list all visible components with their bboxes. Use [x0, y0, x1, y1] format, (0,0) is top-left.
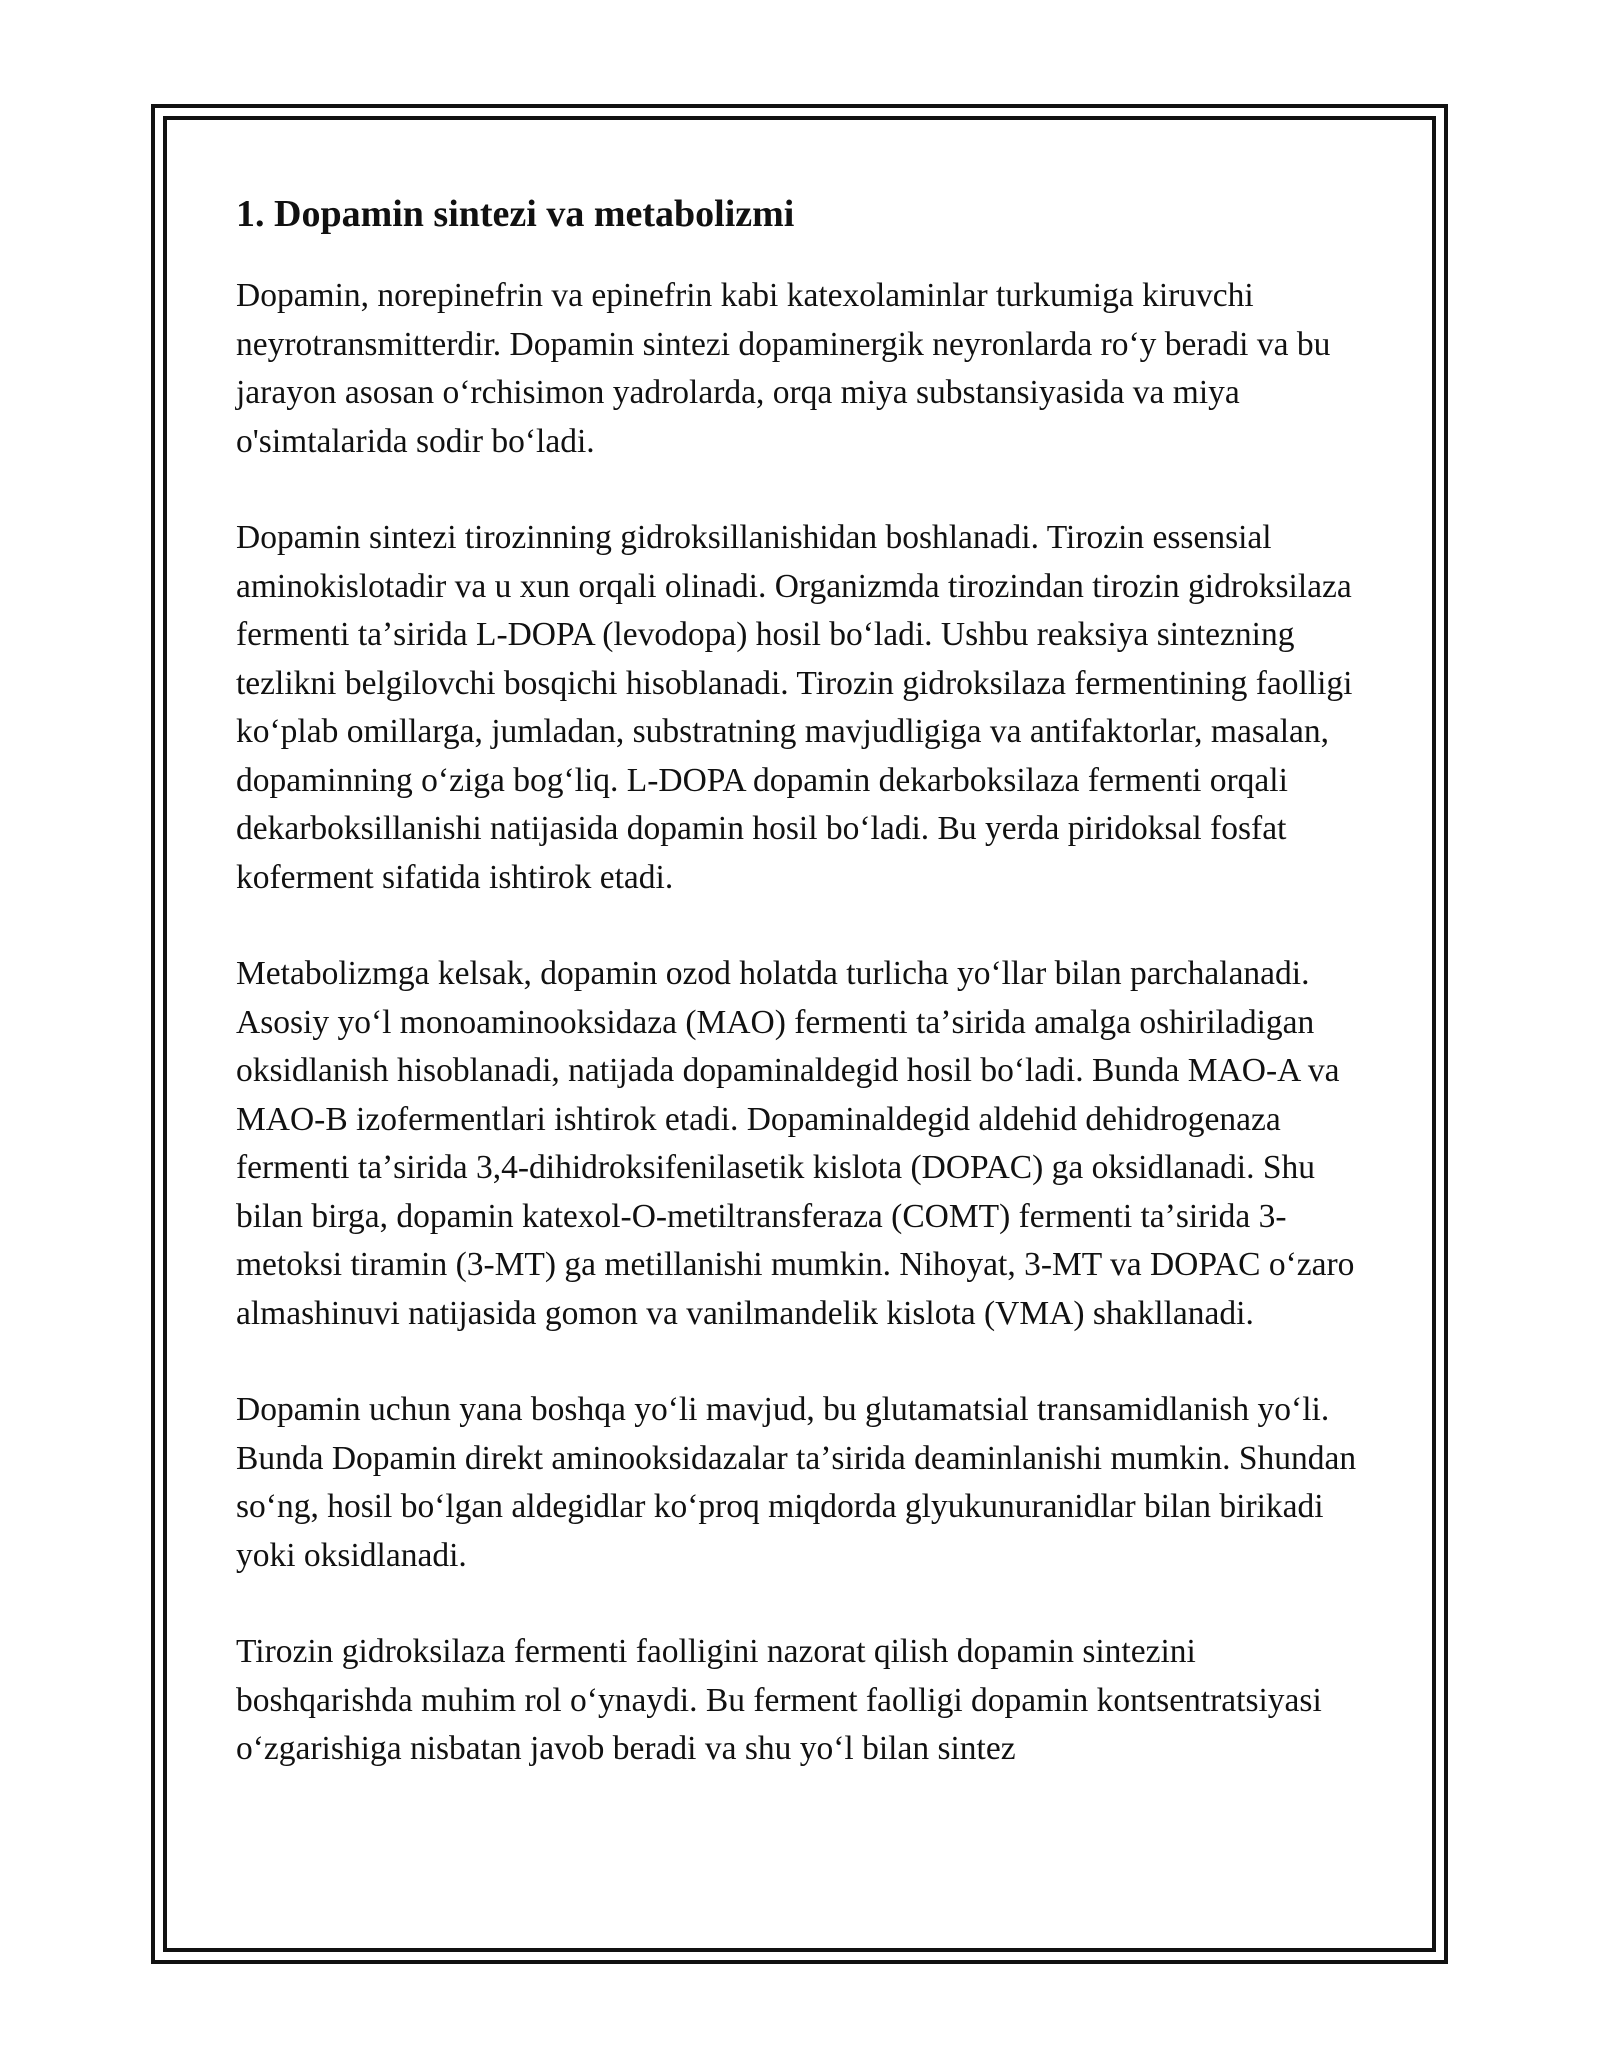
- paragraph-metabolism: Metabolizmga kelsak, dopamin ozod holatda turlicha yoʻllar bilan parchalanadi. Asosiy yoʻl monoaminooksidaza (MAO) fermenti taʼsirida amalga oshiriladigan oksidlanish hisoblanadi, natijada dopaminaldegid hosil boʻladi. Bunda MAO-A va MAO-B izofermentlari ishtirok etadi. Dopaminaldegid aldehid dehidrogenaza fermenti taʼsirida 3,4-dihidroksifenilasetik kislota (DOPAC) ga oksidlanadi. Shu bilan birga, dopamin katexol-O-metiltransferaza (COMT) fermenti taʼsirida 3-metoksi tiramin (3-MT) ga metillanishi mumkin. Nihoyat, 3-MT va DOPAC oʻzaro almashinuvi natijasida gomon va vanilmandelik kislota (VMA) shakllanadi.: [236, 955, 1355, 1332]
- section-heading: 1. Dopamin sintezi va metabolizmi: [236, 193, 795, 235]
- paragraph-synthesis: Dopamin sintezi tirozinning gidroksillanishidan boshlanadi. Tirozin essensial aminokislotadir va u xun orqali olinadi. Organizmda tirozindan tirozin gidroksilaza fermenti taʼsirida L-DOPA (levodopa) hosil boʻladi. Ushbu reaksiya sintezning tezlikni belgilovchi bosqichi hisoblanadi. Tirozin gidroksilaza fermentining faolligi koʻplab omillarga, jumladan, substratning mavjudligiga va antifaktorlar, masalan, dopaminning oʻziga bogʻliq. L-DOPA dopamin dekarboksilaza fermenti orqali dekarboksillanishi natijasida dopamin hosil boʻladi. Bu yerda piridoksal fosfat koferment sifatida ishtirok etadi.: [236, 519, 1353, 896]
- paragraph-alternative-pathway: Dopamin uchun yana boshqa yoʻli mavjud, bu glutamatsial transamidlanish yoʻli. Bunda Dopamin direkt aminooksidazalar taʼsirida deaminlanishi mumkin. Shundan soʻng, hosil boʻlgan aldegidlar koʻproq miqdorda glyukunuranidlar bilan birikadi yoki oksidlanadi.: [236, 1391, 1357, 1574]
- paragraph-regulation: Tirozin gidroksilaza fermenti faolligini nazorat qilish dopamin sintezini boshqarishda muhim rol oʻynaydi. Bu ferment faolligi dopamin kontsentratsiyasi oʻzgarishiga nisbatan javob beradi va shu yoʻl bilan sintez: [236, 1633, 1322, 1767]
- document-body: [236, 190, 1371, 1774]
- paragraph-intro: Dopamin, norepinefrin va epinefrin kabi katexolaminlar turkumiga kiruvchi neyrotransmitterdir. Dopamin sintezi dopaminergik neyronlarda roʻy beradi va bu jarayon asosan oʻrchisimon yadrolarda, orqa miya substansiyasida va miya o'simtalarida sodir boʻladi.: [236, 277, 1331, 460]
